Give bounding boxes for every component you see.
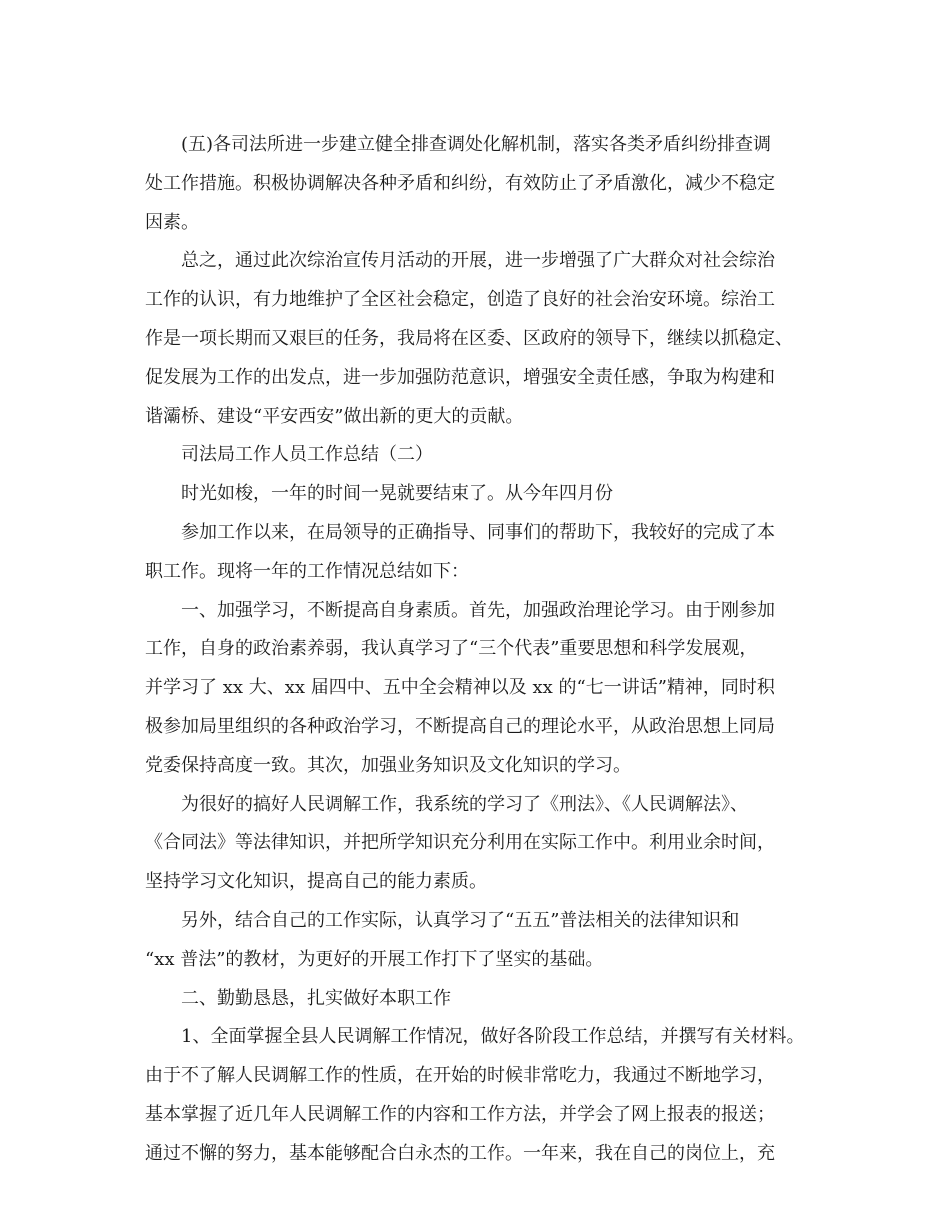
text-line: 促发展为工作的出发点，进一步加强防范意识，增强安全责任感，争取为构建和 bbox=[145, 366, 775, 388]
text-line: 工作，自身的政治素养弱，我认真学习了“三个代表”重要思想和科学发展观， bbox=[145, 638, 758, 660]
text-line: 司法局工作人员工作总结（二） bbox=[181, 444, 433, 466]
text-line: 并学习了 xx 大、xx 届四中、五中全会精神以及 xx 的“七一讲话”精神，同时积 bbox=[145, 677, 775, 699]
text-line: 总之，通过此次综治宣传月活动的开展，进一步增强了广大群众对社会综治 bbox=[181, 250, 775, 272]
text-line: 为很好的搞好人民调解工作，我系统的学习了《刑法》、《人民调解法》、 bbox=[181, 793, 748, 815]
text-line: 党委保持高度一致。其次，加强业务知识及文化知识的学习。 bbox=[145, 754, 631, 776]
text-line: 时光如梭，一年的时间一晃就要结束了。从今年四月份 bbox=[181, 483, 613, 505]
text-line: 作是一项长期而又艰巨的任务，我局将在区委、区政府的领导下，继续以抓稳定、 bbox=[145, 327, 793, 349]
text-line: 谐灞桥、建设“平安西安”做出新的更大的贡献。 bbox=[145, 405, 524, 427]
text-line: 另外，结合自己的工作实际，认真学习了“五五”普法相关的法律知识和 bbox=[181, 909, 740, 931]
text-line: 通过不懈的努力，基本能够配合白永杰的工作。一年来，我在自己的岗位上，充 bbox=[145, 1142, 775, 1164]
text-line: 工作的认识，有力地维护了全区社会稳定，创造了良好的社会治安环境。综治工 bbox=[145, 289, 775, 311]
text-line: 《合同法》等法律知识，并把所学知识充分利用在实际工作中。利用业余时间， bbox=[145, 832, 775, 854]
text-line: 职工作。现将一年的工作情况总结如下： bbox=[145, 560, 469, 582]
text-line: 由于不了解人民调解工作的性质，在开始的时候非常吃力，我通过不断地学习， bbox=[145, 1065, 775, 1087]
text-line: 一、加强学习，不断提高自身素质。首先，加强政治理论学习。由于刚参加 bbox=[181, 599, 775, 621]
text-line: 因素。 bbox=[145, 211, 199, 233]
text-line: 坚持学习文化知识，提高自己的能力素质。 bbox=[145, 871, 487, 893]
text-line: 极参加局里组织的各种政治学习，不断提高自己的理论水平，从政治思想上同局 bbox=[145, 715, 775, 737]
text-line: 基本掌握了近几年人民调解工作的内容和工作方法，并学会了网上报表的报送； bbox=[145, 1103, 775, 1125]
text-line: 参加工作以来，在局领导的正确指导、同事们的帮助下，我较好的完成了本 bbox=[181, 521, 775, 543]
document-body bbox=[145, 126, 825, 1174]
text-line: 1、全面掌握全县人民调解工作情况，做好各阶段工作总结，并撰写有关材料。 bbox=[181, 1026, 805, 1048]
text-line: 二、勤勤恳恳，扎实做好本职工作 bbox=[181, 987, 451, 1009]
text-line: “xx 普法”的教材，为更好的开展工作打下了坚实的基础。 bbox=[145, 948, 604, 970]
text-line: 处工作措施。积极协调解决各种矛盾和纠纷，有效防止了矛盾激化，减少不稳定 bbox=[145, 172, 775, 194]
text-line: (五)各司法所进一步建立健全排查调处化解机制，落实各类矛盾纠纷排查调 bbox=[181, 134, 772, 155]
